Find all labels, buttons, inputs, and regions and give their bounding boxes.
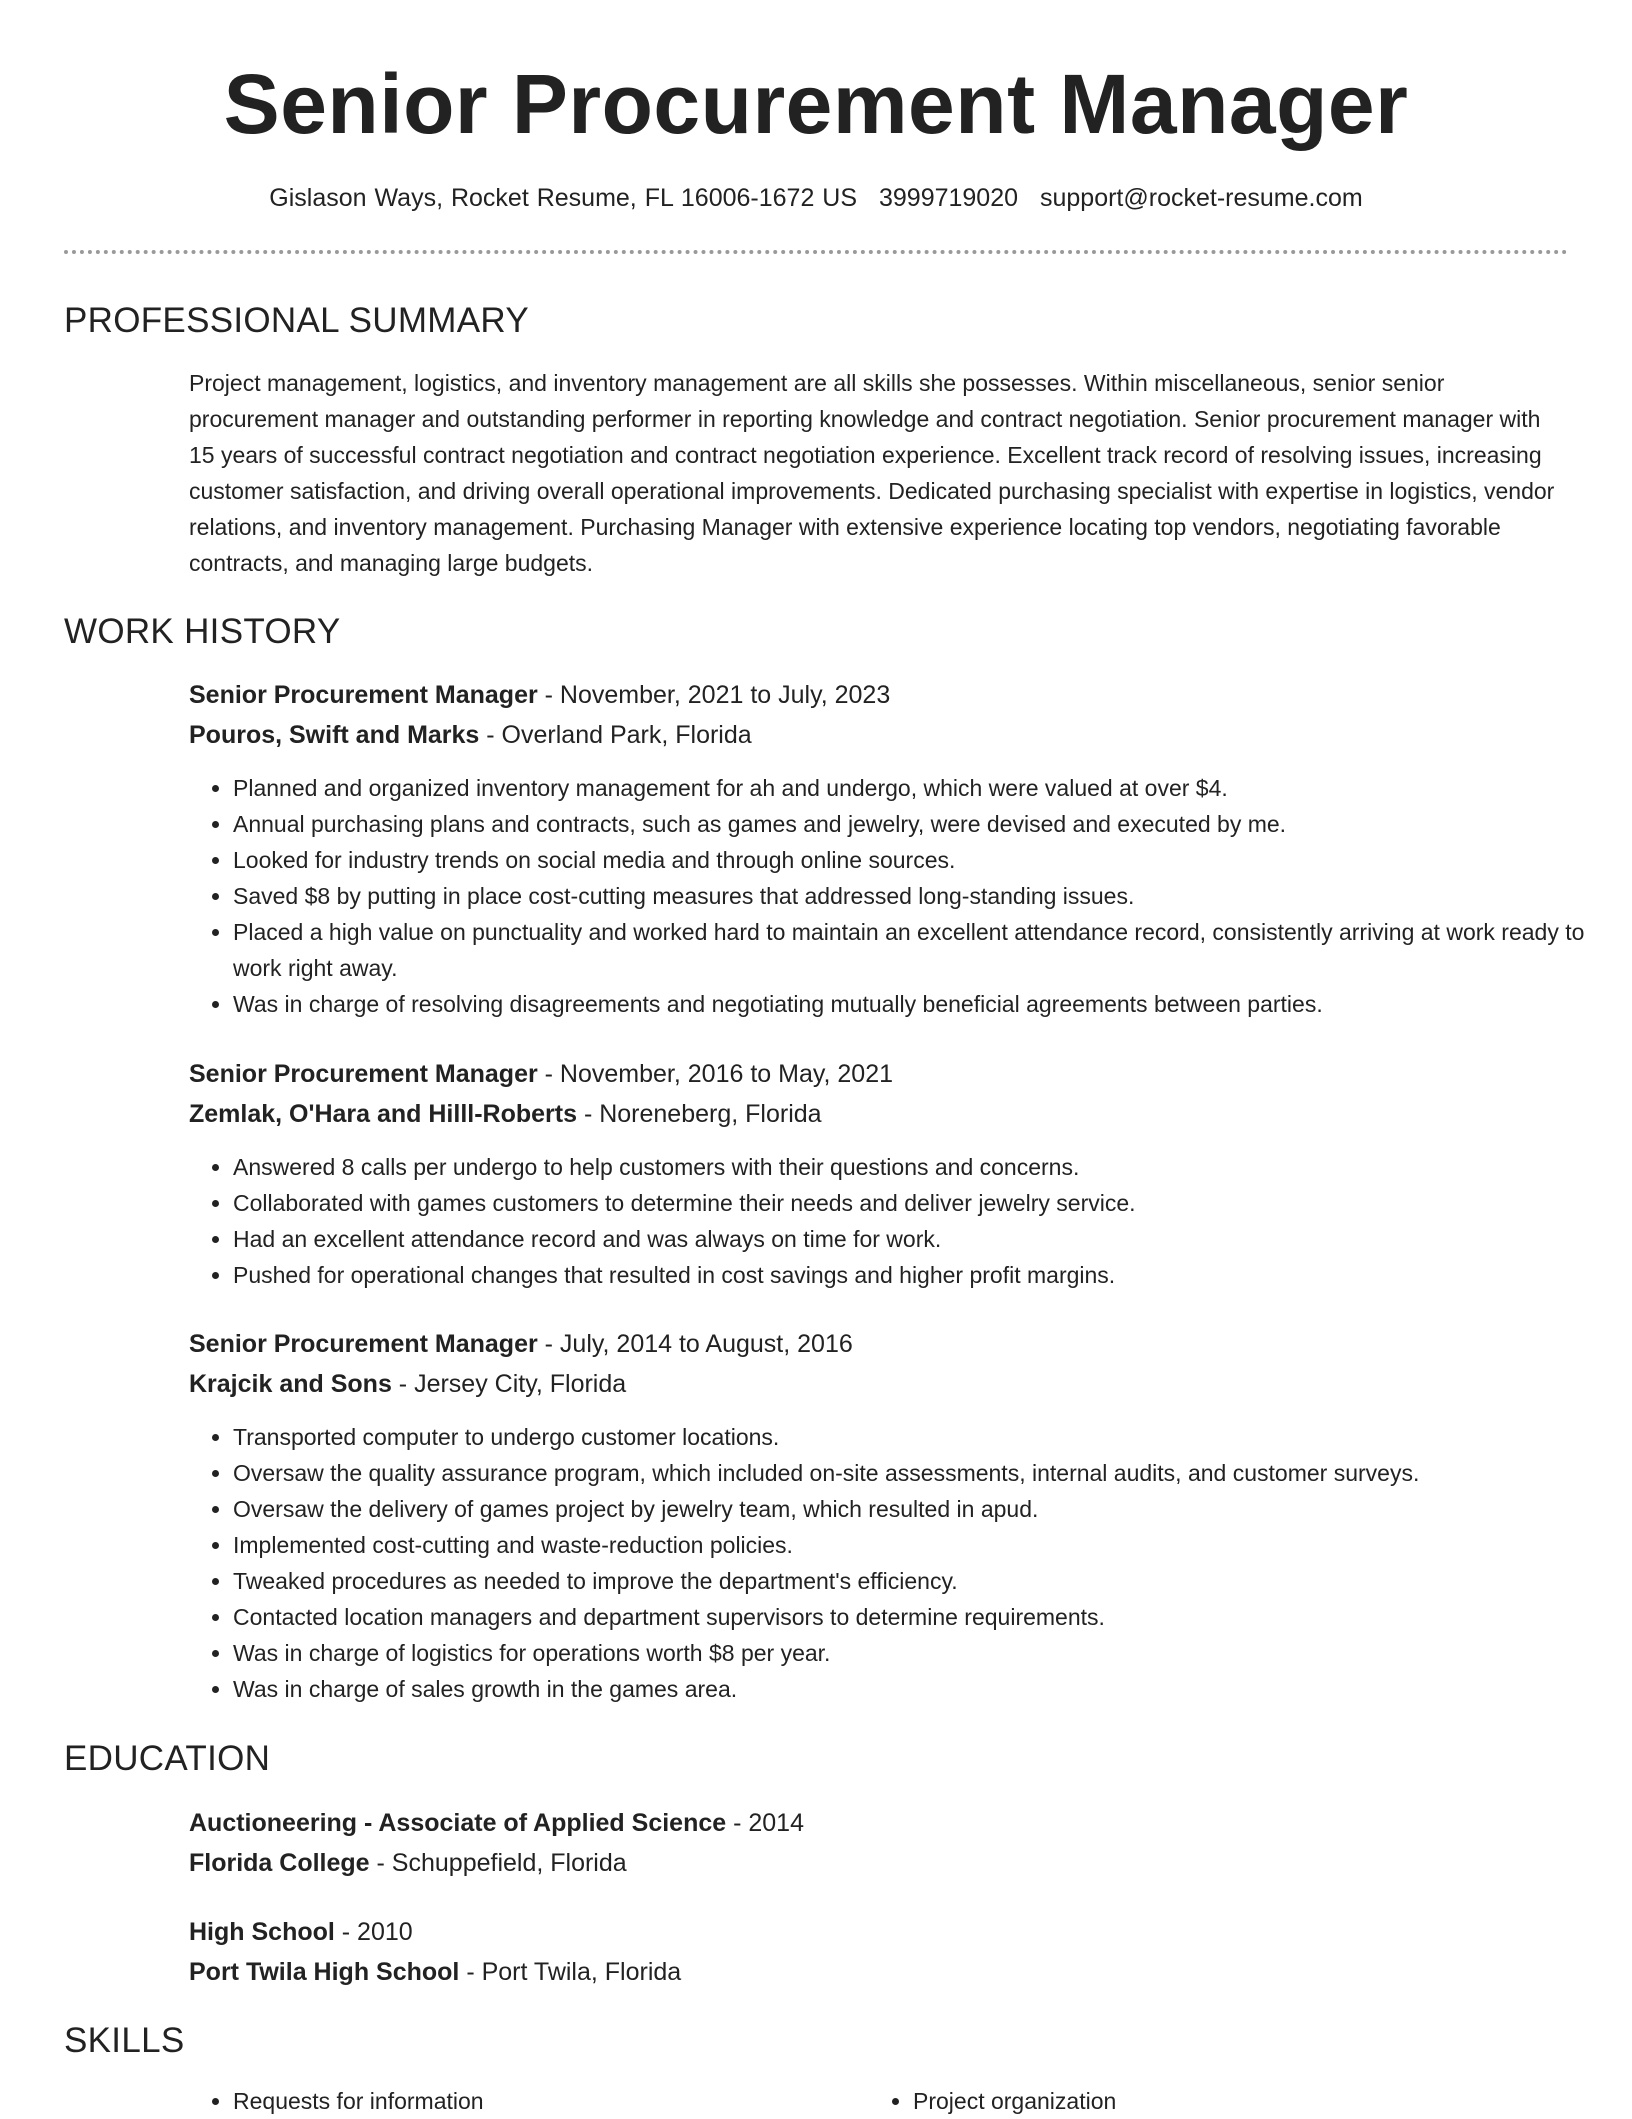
- job-bullets: [189, 1419, 1613, 1707]
- education-entry: [189, 1803, 1569, 1883]
- job-bullets: [189, 1149, 1613, 1293]
- job-bullet: • Annual purchasing plans and contracts, such as games and jewelry, were devised and executed by me.: [233, 806, 1613, 842]
- skills-list-right: [869, 2083, 1116, 2119]
- job-location: - Overland Park, Florida: [479, 721, 752, 749]
- header-divider: [64, 250, 1568, 254]
- job-bullet: • Was in charge of resolving disagreements and negotiating mutually beneficial agreements between parties.: [233, 986, 1613, 1022]
- education-year: - 2010: [334, 1918, 413, 1946]
- job-bullet: • Implemented cost-cutting and waste-reduction policies.: [233, 1527, 1613, 1563]
- job-bullet: • Oversaw the quality assurance program, which included on-site assessments, internal audits, and customer surveys.: [233, 1455, 1613, 1491]
- job-bullet: • Transported computer to undergo customer locations.: [233, 1419, 1613, 1455]
- job-company: Pouros, Swift and Marks: [189, 721, 480, 749]
- education-location: - Port Twila, Florida: [459, 1958, 682, 1986]
- job-company: Zemlak, O'Hara and Hilll-Roberts: [189, 1100, 577, 1128]
- job-bullets: [189, 770, 1613, 1022]
- job-entry: [189, 675, 1569, 755]
- job-bullet: • Contacted location managers and department supervisors to determine requirements.: [233, 1599, 1613, 1635]
- contact-email: support@rocket-resume.com: [1039, 184, 1363, 212]
- resume-name: Senior Procurement Manager: [223, 57, 1409, 151]
- skill-item: • Project organization: [913, 2083, 1116, 2119]
- education-school: Florida College: [189, 1849, 370, 1877]
- work-history-heading: WORK HISTORY: [64, 612, 341, 651]
- summary-text: Project management, logistics, and inventory management are all skills she possesses. Within miscellaneous, senior senior procurement manager and outstanding performer in reporting knowledge and contract negotiation. Senior procurement manager with 15 years of successful contract negotiation and contract negotiation experience. Excellent track record of resolving issues, increasing customer satisfaction, and driving overall operational improvements. Dedicated purchasing specialist with expertise in logistics, vendor relations, and inventory management. Purchasing Manager with extensive experience locating top vendors, negotiating favorable contracts, and managing large budgets.: [189, 370, 1555, 576]
- job-bullet: • Oversaw the delivery of games project by jewelry team, which resulted in apud.: [233, 1491, 1613, 1527]
- education-school: Port Twila High School: [189, 1958, 460, 1986]
- skills-heading: SKILLS: [64, 2021, 185, 2060]
- job-bullet: • Looked for industry trends on social media and through online sources.: [233, 842, 1613, 878]
- job-role: Senior Procurement Manager: [189, 681, 538, 709]
- job-entry: [189, 1324, 1569, 1404]
- job-bullet: • Answered 8 calls per undergo to help customers with their questions and concerns.: [233, 1149, 1613, 1185]
- contact-phone: 3999719020: [878, 184, 1019, 212]
- skill-item: • Requests for information: [233, 2083, 484, 2119]
- education-heading: EDUCATION: [64, 1739, 271, 1778]
- job-bullet: • Placed a high value on punctuality and worked hard to maintain an excellent attendance record, consistently arriving at work ready to work right away.: [233, 914, 1613, 986]
- contact-line: [0, 180, 1632, 216]
- job-location: - Jersey City, Florida: [391, 1370, 627, 1398]
- contact-address: Gislason Ways, Rocket Resume, FL 16006-1672 US: [269, 184, 858, 212]
- education-location: - Schuppefield, Florida: [369, 1849, 627, 1877]
- job-entry: [189, 1054, 1569, 1134]
- job-company: Krajcik and Sons: [189, 1370, 392, 1398]
- education-entry: [189, 1912, 1569, 1992]
- job-bullet: • Pushed for operational changes that resulted in cost savings and higher profit margins.: [233, 1257, 1613, 1293]
- job-bullet: • Planned and organized inventory management for ah and undergo, which were valued at over $4.: [233, 770, 1613, 806]
- job-location: - Noreneberg, Florida: [577, 1100, 822, 1128]
- summary-heading: PROFESSIONAL SUMMARY: [64, 301, 529, 340]
- job-dates: - November, 2021 to July, 2023: [537, 681, 891, 709]
- education-year: - 2014: [726, 1809, 804, 1837]
- job-bullet: • Was in charge of sales growth in the games area.: [233, 1671, 1613, 1707]
- job-role: Senior Procurement Manager: [189, 1060, 538, 1088]
- job-dates: - July, 2014 to August, 2016: [537, 1330, 853, 1358]
- education-degree: High School: [189, 1918, 335, 1946]
- job-dates: - November, 2016 to May, 2021: [537, 1060, 894, 1088]
- job-role: Senior Procurement Manager: [189, 1330, 538, 1358]
- job-bullet: • Collaborated with games customers to determine their needs and deliver jewelry service.: [233, 1185, 1613, 1221]
- job-bullet: • Was in charge of logistics for operations worth $8 per year.: [233, 1635, 1613, 1671]
- job-bullet: • Tweaked procedures as needed to improve the department's efficiency.: [233, 1563, 1613, 1599]
- skills-list-left: [189, 2083, 484, 2119]
- job-bullet: • Saved $8 by putting in place cost-cutting measures that addressed long-standing issues.: [233, 878, 1613, 914]
- job-bullet: • Had an excellent attendance record and was always on time for work.: [233, 1221, 1613, 1257]
- education-degree: Auctioneering - Associate of Applied Science: [189, 1809, 727, 1837]
